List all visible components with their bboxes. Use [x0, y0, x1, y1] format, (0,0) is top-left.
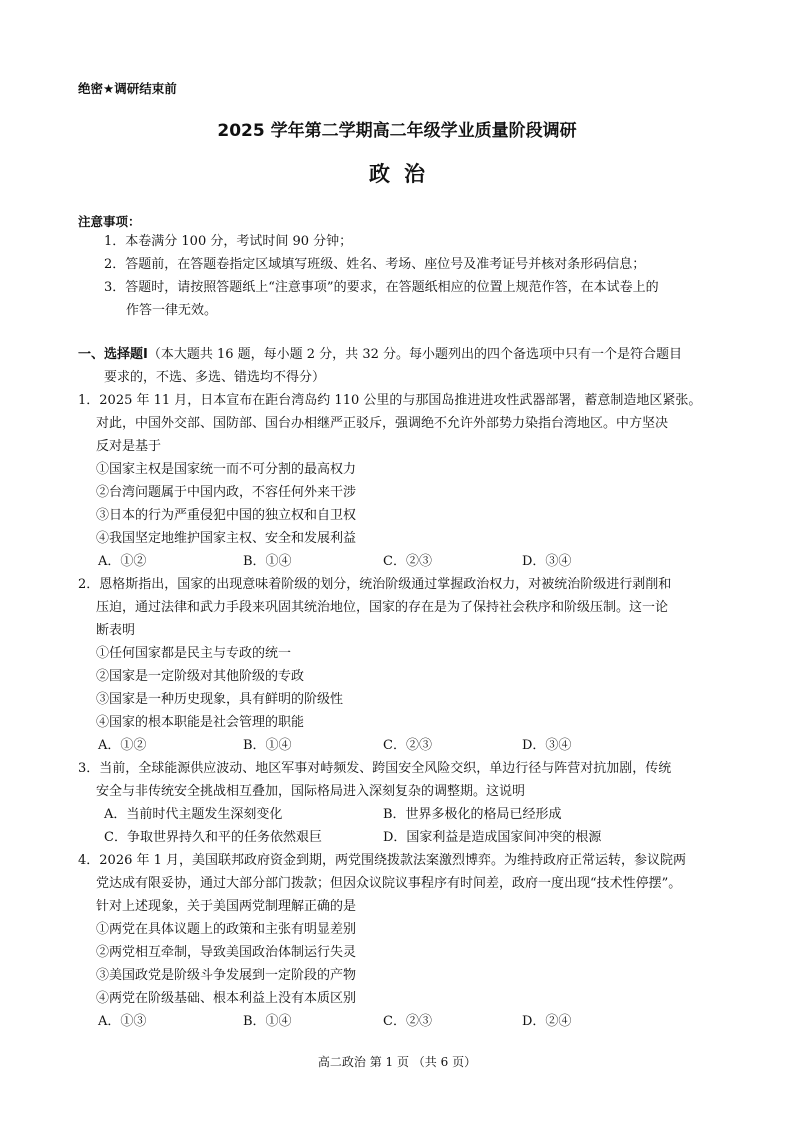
- q4-option-a: A．①③: [98, 1014, 147, 1029]
- notice-item-continued: 作答一律无效。: [126, 303, 218, 318]
- q4-option-b: B．①④: [243, 1014, 292, 1029]
- q3-option-b: B．世界多极化的格局已经形成: [383, 807, 562, 822]
- q2-item: ④国家的根本职能是社会管理的职能: [96, 715, 305, 730]
- q3-option-d: D．国家利益是造成国家间冲突的根源: [383, 830, 602, 845]
- q4-option-d: D．②④: [522, 1014, 572, 1029]
- q4-item: ②两党相互牵制，导致美国政治体制运行失灵: [96, 945, 357, 960]
- q1-item: ①国家主权是国家统一而不可分割的最高权力: [96, 462, 357, 477]
- q3-option-a: A．当前时代主题发生深刻变化: [104, 807, 283, 822]
- subject-title: 政治: [369, 162, 439, 186]
- confidential-mark: 绝密★调研结束前: [78, 81, 177, 96]
- q4-stem-line: 党达成有限妥协，通过大部分部门拨款；但因众议院议事程序有时间差，政府一度出现“技术性停摆”。: [96, 876, 682, 891]
- q2-stem-line: 压迫，通过法律和武力手段来巩固其统治地位，国家的存在是为了保持社会秩序和阶级压制。这一论: [96, 600, 669, 615]
- q3-stem-line: 3．当前，全球能源供应波动、地区军事对峙频发、跨国安全风险交织，单边行径与阵营对抗加剧，传统: [78, 761, 672, 776]
- q1-option-d: D．③④: [522, 554, 572, 569]
- q2-option-c: C．②③: [383, 738, 432, 753]
- q2-item: ③国家是一种历史现象，具有鲜明的阶级性: [96, 692, 344, 707]
- exam-title: 2025 学年第二学期高二年级学业质量阶段调研: [217, 121, 577, 141]
- section-header: [78, 346, 682, 364]
- q3-option-c: C．争取世界持久和平的任务依然艰巨: [104, 830, 322, 845]
- q2-option-d: D．③④: [522, 738, 572, 753]
- q4-stem-line: 针对上述现象，关于美国两党制理解正确的是: [96, 899, 357, 914]
- q2-option-a: A．①②: [98, 738, 147, 753]
- q2-option-b: B．①④: [243, 738, 292, 753]
- q4-option-c: C．②③: [383, 1014, 432, 1029]
- q4-item: ①两党在具体议题上的政策和主张有明显差别: [96, 922, 357, 937]
- q2-item: ②国家是一定阶级对其他阶级的专政: [96, 669, 305, 684]
- q2-item: ①任何国家都是民主与专政的统一: [96, 646, 292, 661]
- notice-item: 1．本卷满分 100 分，考试时间 90 分钟；: [104, 234, 353, 249]
- q1-stem-line: 反对是基于: [96, 439, 162, 454]
- notice-item: 3．答题时，请按照答题纸上“注意事项”的要求，在答题纸相应的位置上规范作答，在本试卷上的: [104, 280, 659, 295]
- q1-item: ③日本的行为严重侵犯中国的独立权和自卫权: [96, 508, 357, 523]
- q1-option-c: C．②③: [383, 554, 432, 569]
- q1-option-b: B．①④: [243, 554, 292, 569]
- q4-stem-line: 4．2026 年 1 月，美国联邦政府资金到期，两党围绕拨款法案激烈博弈。为维持政府正常运转，参议院两: [78, 853, 687, 868]
- q4-item: ④两党在阶级基础、根本利益上没有本质区别: [96, 991, 357, 1006]
- notice-title: 注意事项：: [78, 214, 141, 229]
- section-label: 一、选择题Ⅰ: [78, 347, 148, 362]
- q2-stem-line: 2．恩格斯指出，国家的出现意味着阶级的划分，统治阶级通过掌握政治权力，对被统治阶级进行剥削和: [78, 577, 672, 592]
- q1-option-a: A．①②: [98, 554, 147, 569]
- q1-item: ②台湾问题属于中国内政，不容任何外来干涉: [96, 485, 357, 500]
- q2-stem-line: 断表明: [96, 623, 136, 638]
- q1-stem-line: 1．2025 年 11 月，日本宣布在距台湾岛约 110 公里的与那国岛推进进攻性武器部署，蓄意制造地区紧张。: [78, 393, 702, 408]
- notice-item: 2．答题前，在答题卷指定区域填写班级、姓名、考场、座位号及准考证号并核对条形码信息；: [104, 257, 646, 272]
- section-desc-continued: 要求的，不选、多选、错选均不得分）: [104, 370, 326, 385]
- section-desc: （本大题共 16 题，每小题 2 分，共 32 分。每小题列出的四个备选项中只有一个是符合题目: [147, 347, 682, 362]
- q1-stem-line: 对此，中国外交部、国防部、国台办相继严正驳斥，强调绝不允许外部势力染指台湾地区。中方坚决: [96, 416, 669, 431]
- q3-stem-line: 安全与非传统安全挑战相互叠加，国际格局进入深刻复杂的调整期。这说明: [96, 784, 526, 799]
- page-footer: 高二政治 第 1 页 （共 6 页）: [317, 1055, 477, 1069]
- q4-item: ③美国政党是阶级斗争发展到一定阶段的产物: [96, 968, 357, 983]
- q1-item: ④我国坚定地维护国家主权、安全和发展利益: [96, 531, 357, 546]
